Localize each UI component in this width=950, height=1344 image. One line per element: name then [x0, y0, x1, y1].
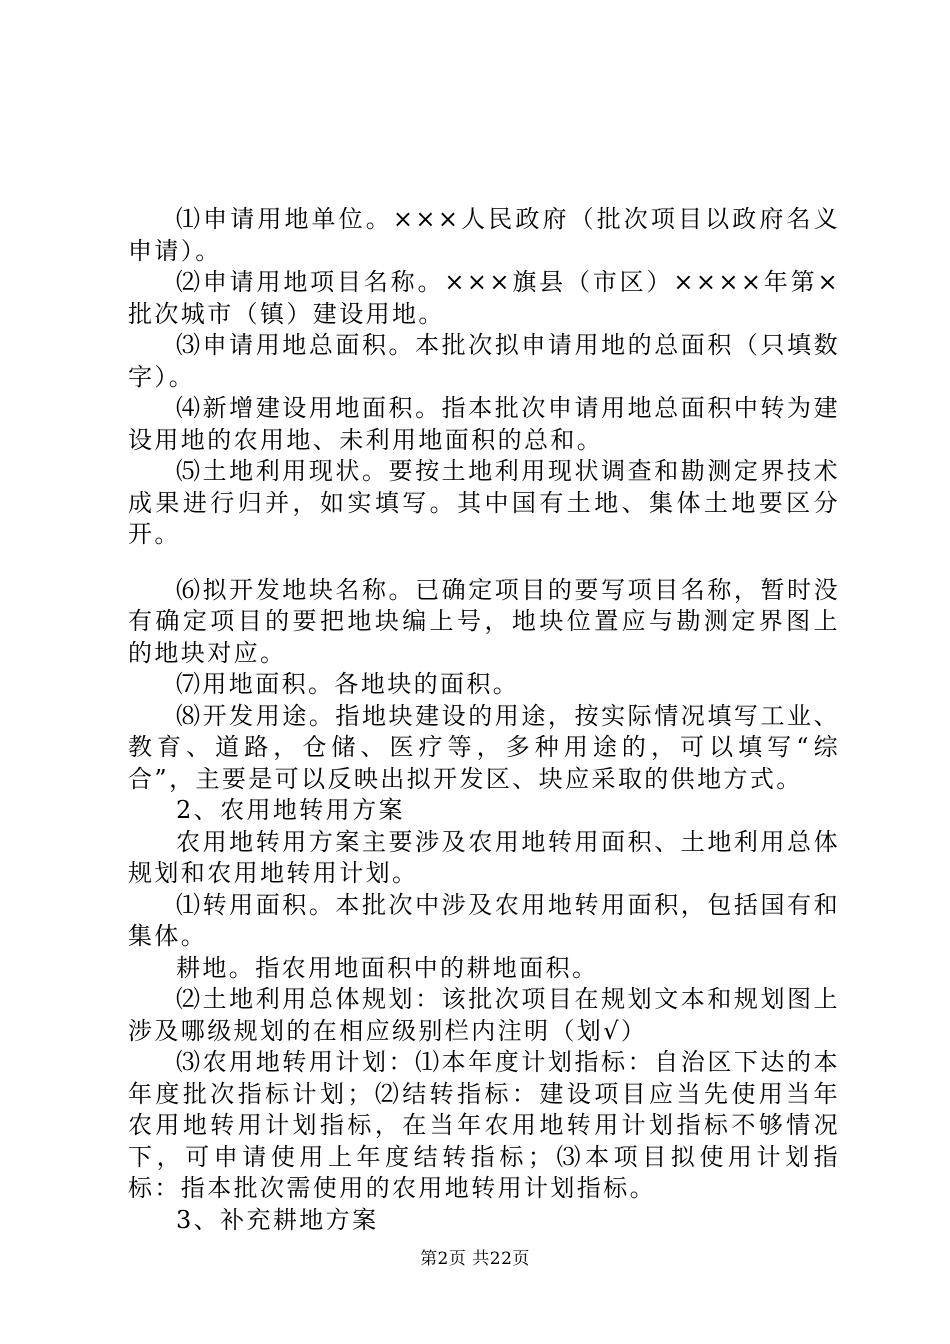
page-number-footer: 第2页 共22页 [420, 1249, 530, 1269]
document-body [128, 204, 840, 1236]
paragraph-conversion-area: ⑴转用面积。本批次中涉及农用地转用面积，包括国有和集体。 [128, 890, 840, 950]
paragraph-development-use: ⑻开发用途。指地块建设的用途，按实际情况填写工业、教育、道路，仓储、医疗等，多种用途的，可以填写“综合”，主要是可以反映出拟开发区、块应采取的供地方式。 [128, 701, 840, 793]
paragraph-applicant-unit: ⑴申请用地单位。×××人民政府（批次项目以政府名义申请）。 [128, 205, 840, 265]
paragraph-conversion-quota: ⑶农用地转用计划：⑴本年度计划指标：自治区下达的本年度批次指标计划；⑵结转指标：建设项目应当先使用当年农用地转用计划指标，在当年农用地转用计划指标不够情况下，可申请使用上年度结转指标；⑶本项目拟使用计划指标：指本批次需使用的农用地转用计划指标。 [128, 1048, 840, 1202]
paragraph-gap [128, 551, 840, 575]
paragraph-new-construction-area: ⑷新增建设用地面积。指本批次申请用地总面积中转为建设用地的农用地、未利用地面积的总和。 [128, 394, 840, 454]
paragraph-cultivated-land: 耕地。指农用地面积中的耕地面积。 [176, 953, 599, 982]
paragraph-parcel-name: ⑹拟开发地块名称。已确定项目的要写项目名称，暂时没有确定项目的要把地块编上号，地块位置应与勘测定界图上的地块对应。 [128, 575, 840, 667]
paragraph-master-plan: ⑵土地利用总体规划：该批次项目在规划文本和规划图上涉及哪级规划的在相应级别栏内注明（划√） [128, 985, 840, 1045]
paragraph-conversion-overview: 农用地转用方案主要涉及农用地转用面积、土地利用总体规划和农用地转用计划。 [128, 827, 840, 887]
paragraph-project-name: ⑵申请用地项目名称。×××旗县（市区）××××年第×批次城市（镇）建设用地。 [128, 268, 840, 328]
paragraph-land-area: ⑺用地面积。各地块的面积。 [176, 670, 520, 698]
section-heading-supplement-plan: 3、补充耕地方案 [176, 1205, 379, 1234]
paragraph-land-use-status: ⑸土地利用现状。要按土地利用现状调查和勘测定界技术成果进行归并，如实填写。其中国有土地、集体土地要区分开。 [128, 457, 840, 548]
section-heading-conversion-plan: 2、农用地转用方案 [176, 796, 405, 824]
paragraph-total-area: ⑶申请用地总面积。本批次拟申请用地的总面积（只填数字）。 [128, 331, 840, 391]
